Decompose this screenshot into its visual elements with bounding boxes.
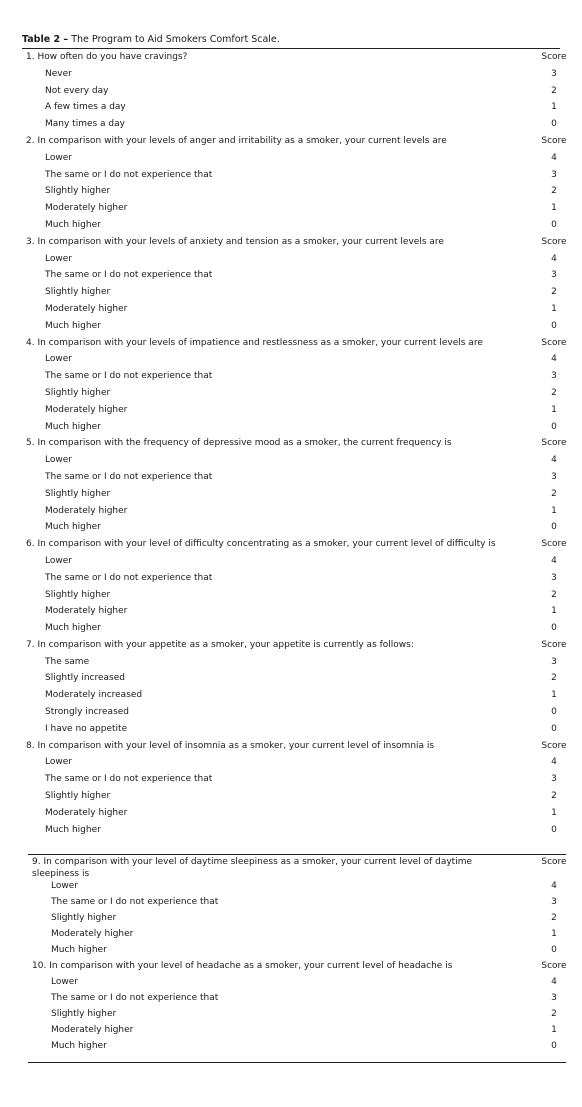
question-row xyxy=(26,236,567,253)
question-row xyxy=(26,538,567,555)
option-row xyxy=(26,269,557,286)
score-value: 2 xyxy=(551,673,557,684)
option-text: Moderately higher xyxy=(45,606,128,617)
question-row xyxy=(32,856,567,880)
option-text: Lower xyxy=(45,152,72,163)
score-value: 2 xyxy=(551,913,557,923)
option-row xyxy=(26,756,557,773)
option-row xyxy=(26,589,557,606)
option-row xyxy=(32,880,557,896)
option-row xyxy=(26,622,557,639)
score-header: Score xyxy=(541,961,567,971)
score-value: 2 xyxy=(551,85,557,96)
option-row xyxy=(26,152,557,169)
option-text: The same or I do not experience that xyxy=(51,897,219,907)
score-value: 1 xyxy=(551,807,557,818)
score-header: Score xyxy=(541,438,567,449)
score-value: 4 xyxy=(551,881,557,891)
score-value: 4 xyxy=(551,354,557,365)
option-row xyxy=(32,928,557,944)
option-row xyxy=(26,656,557,673)
question-text: 4. In comparison with your levels of impatience and restlessness as a smoker, your current levels are xyxy=(26,337,483,348)
option-text: Much higher xyxy=(45,623,101,634)
option-text: Moderately higher xyxy=(51,929,134,939)
score-value: 4 xyxy=(551,757,557,768)
score-header: Score xyxy=(541,52,567,62)
option-text: Slightly higher xyxy=(51,1009,117,1019)
score-header: Score xyxy=(541,639,567,650)
score-value: 0 xyxy=(551,421,557,432)
option-text: Much higher xyxy=(45,522,101,533)
score-value: 3 xyxy=(551,572,557,583)
score-value: 1 xyxy=(551,505,557,516)
score-header: Score xyxy=(541,539,567,550)
score-value: 3 xyxy=(551,68,557,79)
score-header: Score xyxy=(541,857,567,867)
score-value: 4 xyxy=(551,152,557,163)
option-text: Slightly higher xyxy=(45,589,111,600)
option-text: The same or I do not experience that xyxy=(45,270,213,281)
score-value: 0 xyxy=(551,119,557,130)
option-text: Lower xyxy=(45,354,72,365)
score-value: 2 xyxy=(551,589,557,600)
option-text: Many times a day xyxy=(45,119,125,130)
option-row xyxy=(26,202,557,219)
option-row xyxy=(26,101,557,118)
option-text: Moderately higher xyxy=(45,203,128,214)
option-row xyxy=(26,672,557,689)
score-value: 3 xyxy=(551,993,557,1003)
score-header: Score xyxy=(541,337,567,348)
option-text: I have no appetite xyxy=(45,723,128,734)
option-row xyxy=(26,824,557,841)
option-text: The same or I do not experience that xyxy=(45,572,213,583)
option-text: Moderately higher xyxy=(45,505,128,516)
option-text: Lower xyxy=(45,757,72,768)
option-text: Lower xyxy=(45,253,72,264)
option-row xyxy=(26,488,557,505)
option-row xyxy=(26,404,557,421)
option-text: Slightly higher xyxy=(45,791,111,802)
score-value: 0 xyxy=(551,824,557,835)
option-text: Slightly higher xyxy=(45,186,111,197)
option-row xyxy=(26,303,557,320)
score-value: 1 xyxy=(551,404,557,415)
score-value: 3 xyxy=(551,371,557,382)
score-value: 1 xyxy=(551,1025,557,1035)
option-text: Much higher xyxy=(45,219,101,230)
option-row xyxy=(26,505,557,522)
option-row xyxy=(26,471,557,488)
score-value: 2 xyxy=(551,791,557,802)
option-text: Much higher xyxy=(45,320,101,331)
option-row xyxy=(26,773,557,790)
score-header: Score xyxy=(541,236,567,247)
score-value: 1 xyxy=(551,203,557,214)
option-text: Much higher xyxy=(51,1041,107,1051)
score-value: 1 xyxy=(551,690,557,701)
option-row xyxy=(32,976,557,992)
option-text: Lower xyxy=(45,455,72,466)
option-row xyxy=(26,605,557,622)
score-header: Score xyxy=(541,740,567,751)
score-value: 0 xyxy=(551,1041,557,1051)
option-row xyxy=(32,1040,557,1056)
option-row xyxy=(26,521,557,538)
option-row xyxy=(26,286,557,303)
score-value: 0 xyxy=(551,320,557,331)
question-row xyxy=(32,960,567,976)
option-text: A few times a day xyxy=(45,102,126,113)
option-row xyxy=(26,169,557,186)
question-text: 5. In comparison with the frequency of depressive mood as a smoker, the current frequency is xyxy=(26,438,452,449)
option-text: Slightly higher xyxy=(45,488,111,499)
score-value: 0 xyxy=(551,522,557,533)
question-text: 10. In comparison with your level of headache as a smoker, your current level of headache is xyxy=(32,961,453,971)
score-value: 4 xyxy=(551,455,557,466)
option-text: Moderately higher xyxy=(45,807,128,818)
score-value: 0 xyxy=(551,623,557,634)
table-body-part-2 xyxy=(32,856,567,1056)
score-value: 2 xyxy=(551,1009,557,1019)
option-text: The same or I do not experience that xyxy=(45,371,213,382)
option-text: Slightly increased xyxy=(45,673,125,684)
option-row xyxy=(26,370,557,387)
option-row xyxy=(32,992,557,1008)
score-value: 0 xyxy=(551,707,557,718)
option-row xyxy=(26,421,557,438)
option-row xyxy=(26,118,557,135)
option-text: Strongly increased xyxy=(45,707,130,718)
question-row xyxy=(26,437,567,454)
option-row xyxy=(26,320,557,337)
question-text: 2. In comparison with your levels of anger and irritability as a smoker, your current levels are xyxy=(26,135,447,146)
question-text: 9. In comparison with your level of daytime sleepiness as a smoker, your current level of daytime sleepiness is xyxy=(32,857,472,879)
option-text: Never xyxy=(45,68,72,79)
score-value: 2 xyxy=(551,186,557,197)
option-row xyxy=(26,555,557,572)
question-row xyxy=(26,740,567,757)
question-text: 1. How often do you have cravings? xyxy=(26,52,188,62)
score-value: 0 xyxy=(551,219,557,230)
option-text: The same or I do not experience that xyxy=(45,169,213,180)
top-rule xyxy=(22,48,560,49)
option-text: Much higher xyxy=(45,421,101,432)
table-body-part-1 xyxy=(26,51,567,840)
option-text: The same xyxy=(45,656,90,667)
option-text: Lower xyxy=(51,977,78,987)
score-value: 1 xyxy=(551,102,557,113)
score-value: 3 xyxy=(551,169,557,180)
score-header: Score xyxy=(541,135,567,146)
question-text: 3. In comparison with your levels of anxiety and tension as a smoker, your current levels are xyxy=(26,236,444,247)
question-text: 7. In comparison with your appetite as a smoker, your appetite is currently as follows: xyxy=(26,639,414,650)
option-text: Moderately increased xyxy=(45,690,143,701)
option-text: The same or I do not experience that xyxy=(51,993,219,1003)
option-row xyxy=(26,219,557,236)
score-value: 3 xyxy=(551,656,557,667)
table-label: Table 2 – xyxy=(22,34,69,45)
score-value: 2 xyxy=(551,287,557,298)
option-text: Lower xyxy=(51,881,78,891)
option-text: Slightly higher xyxy=(45,387,111,398)
option-row xyxy=(26,807,557,824)
option-text: Moderately higher xyxy=(51,1025,134,1035)
option-text: The same or I do not experience that xyxy=(45,774,213,785)
option-text: Moderately higher xyxy=(45,404,128,415)
score-value: 3 xyxy=(551,774,557,785)
option-row xyxy=(26,689,557,706)
mid-rule xyxy=(28,854,566,855)
option-text: Lower xyxy=(45,555,72,566)
option-row xyxy=(32,896,557,912)
question-row xyxy=(26,135,567,152)
option-row xyxy=(32,912,557,928)
option-row xyxy=(32,1024,557,1040)
option-row xyxy=(26,706,557,723)
option-text: Much higher xyxy=(51,945,107,955)
option-text: Slightly higher xyxy=(51,913,117,923)
option-text: Slightly higher xyxy=(45,287,111,298)
score-value: 3 xyxy=(551,270,557,281)
score-value: 4 xyxy=(551,977,557,987)
option-row xyxy=(26,353,557,370)
score-value: 4 xyxy=(551,555,557,566)
option-text: Moderately higher xyxy=(45,303,128,314)
bottom-rule xyxy=(28,1062,566,1063)
option-row xyxy=(26,387,557,404)
option-text: The same or I do not experience that xyxy=(45,471,213,482)
option-text: Not every day xyxy=(45,85,109,96)
option-row xyxy=(26,85,557,102)
option-row xyxy=(26,723,557,740)
question-row xyxy=(26,51,567,68)
option-row xyxy=(26,253,557,270)
option-row xyxy=(26,185,557,202)
question-row xyxy=(26,337,567,354)
option-row xyxy=(26,790,557,807)
option-row xyxy=(32,1008,557,1024)
question-row xyxy=(26,639,567,656)
score-value: 2 xyxy=(551,387,557,398)
score-value: 1 xyxy=(551,606,557,617)
option-row xyxy=(26,572,557,589)
score-value: 3 xyxy=(551,897,557,907)
score-value: 4 xyxy=(551,253,557,264)
score-value: 1 xyxy=(551,929,557,939)
question-text: 6. In comparison with your level of difficulty concentrating as a smoker, your current level of difficulty is xyxy=(26,539,496,550)
option-row xyxy=(26,68,557,85)
score-value: 3 xyxy=(551,471,557,482)
table-title: The Program to Aid Smokers Comfort Scale. xyxy=(71,34,280,45)
question-text: 8. In comparison with your level of insomnia as a smoker, your current level of insomnia is xyxy=(26,740,435,751)
score-value: 1 xyxy=(551,303,557,314)
option-row xyxy=(32,944,557,960)
option-text: Much higher xyxy=(45,824,101,835)
table-caption xyxy=(22,34,280,46)
score-value: 0 xyxy=(551,945,557,955)
score-value: 2 xyxy=(551,488,557,499)
score-value: 0 xyxy=(551,723,557,734)
option-row xyxy=(26,454,557,471)
